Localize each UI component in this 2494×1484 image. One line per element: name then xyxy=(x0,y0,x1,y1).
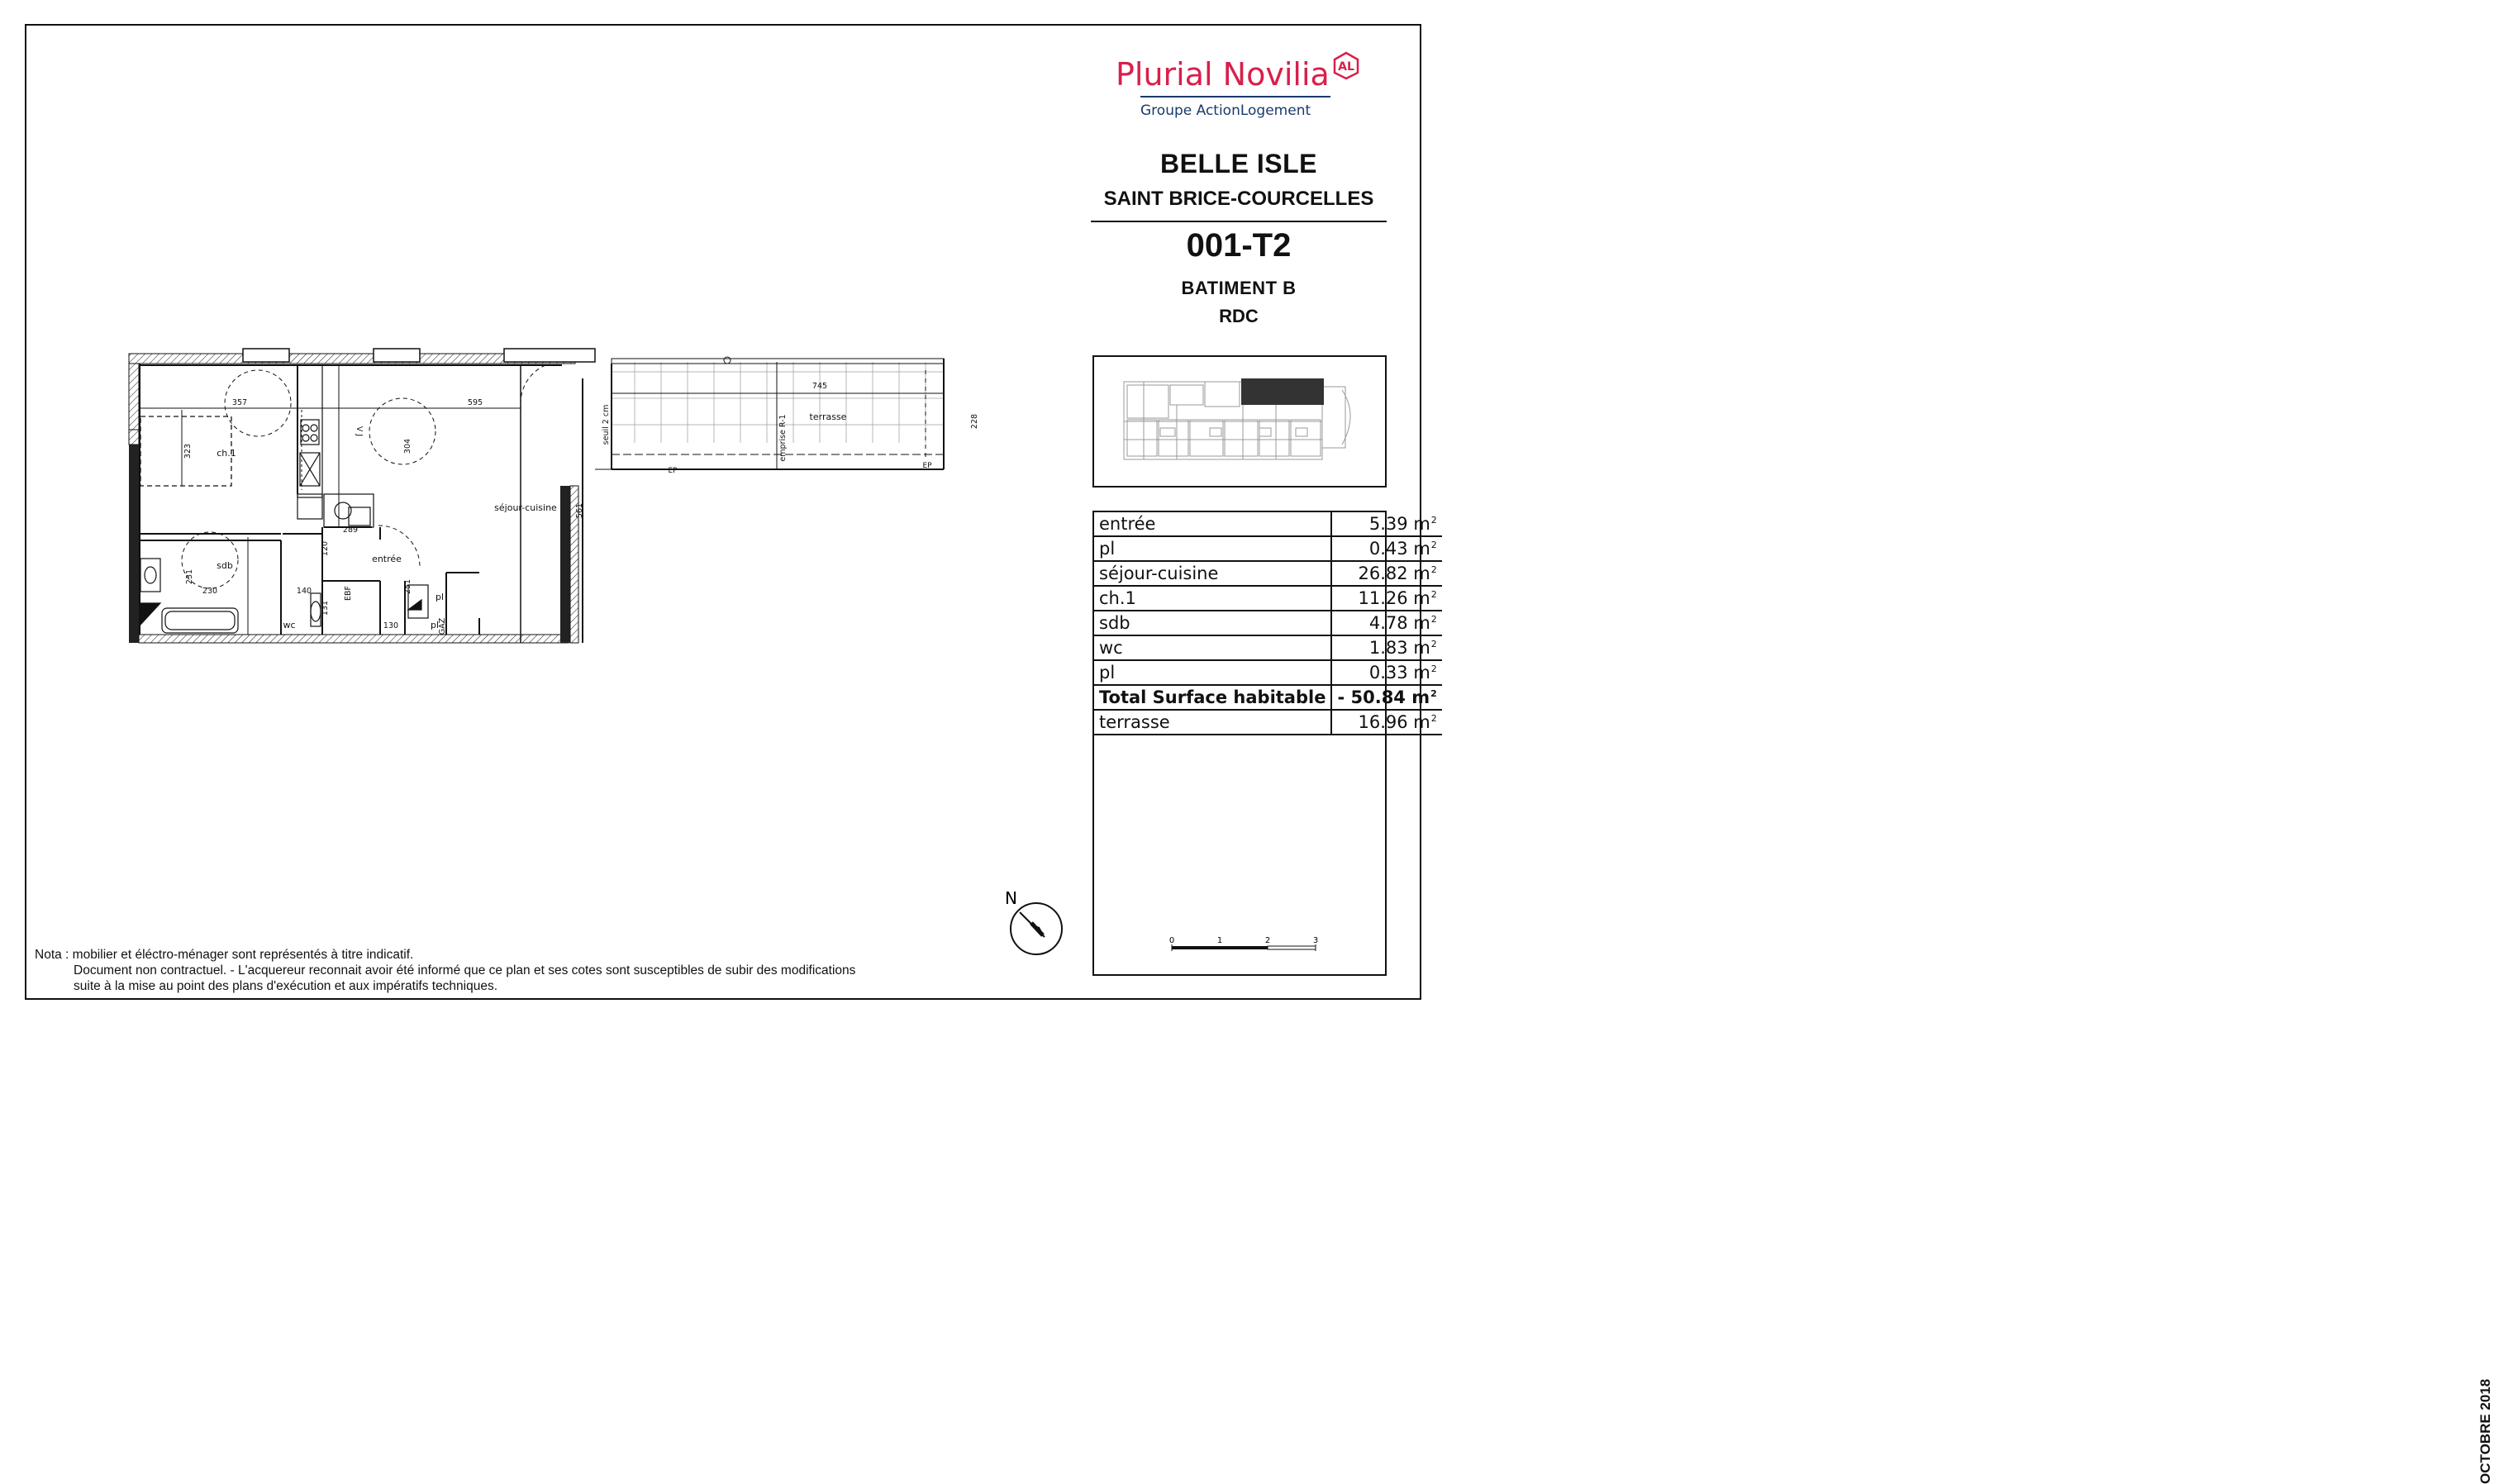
title-block xyxy=(1091,149,1387,327)
dim-228: 228 xyxy=(970,413,979,430)
area-room-value xyxy=(1331,561,1441,586)
area-value-text: 1.83 m xyxy=(1368,638,1430,658)
area-room-value xyxy=(1331,536,1441,561)
dim-140: 140 xyxy=(296,587,312,596)
gaz-label: GAZ xyxy=(438,617,447,635)
area-row xyxy=(1094,710,1442,735)
area-panel xyxy=(1092,511,2493,1484)
dim-289: 289 xyxy=(342,526,359,535)
area-unit-exponent: 2 xyxy=(1430,540,1437,550)
area-row xyxy=(1094,635,1442,660)
area-value-text: 4.78 m xyxy=(1368,613,1430,633)
room-ch1-label: ch.1 xyxy=(217,448,236,459)
area-value-text: 26.82 m xyxy=(1358,564,1430,583)
area-room-value xyxy=(1331,660,1441,685)
city-name: SAINT BRICE-COURCELLES xyxy=(1103,188,1374,210)
nota-line-3: suite à la mise au point des plans d'exécution et aux impératifs techniques. xyxy=(74,979,498,993)
room-sejour-label: séjour-cuisine xyxy=(494,502,557,513)
scale-tick-2: 2 xyxy=(1264,936,1271,945)
scale-tick-0: 0 xyxy=(1168,936,1175,945)
residence-name: BELLE ISLE xyxy=(1160,149,1317,178)
area-room-name: Total Surface habitable xyxy=(1094,685,1331,710)
title-divider xyxy=(1091,221,1387,222)
dim-595: 595 xyxy=(467,398,483,407)
area-room-value xyxy=(1331,586,1441,611)
area-row xyxy=(1094,561,1442,586)
brand-logo xyxy=(1116,51,1364,126)
area-room-name: pl xyxy=(1094,536,1331,561)
apartment-walls xyxy=(129,354,578,643)
ep-right-label: EP xyxy=(922,462,932,470)
dim-230: 230 xyxy=(202,587,218,596)
area-row xyxy=(1094,685,1442,710)
north-label: N xyxy=(1005,888,1017,908)
area-value-text: - 50.84 m xyxy=(1337,687,1430,707)
area-row xyxy=(1094,536,1442,561)
area-room-value xyxy=(1331,611,1441,635)
room-terrasse-label: terrasse xyxy=(809,411,847,422)
lot-number: 001-T2 xyxy=(1186,227,1292,264)
dim-323: 323 xyxy=(183,443,193,459)
north-arrow-icon xyxy=(997,886,1058,960)
area-room-name: pl xyxy=(1094,660,1331,685)
lot-highlight xyxy=(1241,378,1324,405)
area-room-name: entrée xyxy=(1094,512,1331,536)
area-unit-exponent: 2 xyxy=(1430,589,1437,600)
dim-231: 231 xyxy=(185,568,194,585)
scale-tick-1: 1 xyxy=(1216,936,1223,945)
area-room-name: ch.1 xyxy=(1094,586,1331,611)
dim-357: 357 xyxy=(231,398,248,407)
dim-304: 304 xyxy=(403,438,412,454)
room-pl1-label: pl xyxy=(435,592,445,602)
threshold-label: seuil 2 cm xyxy=(602,404,611,445)
area-room-value xyxy=(1331,635,1441,660)
ebf-label: EBF xyxy=(344,586,353,601)
area-unit-exponent: 2 xyxy=(1430,614,1437,625)
area-room-name: wc xyxy=(1094,635,1331,660)
area-value-text: 11.26 m xyxy=(1358,588,1430,608)
terrace xyxy=(595,357,944,469)
logo-divider xyxy=(1140,96,1330,98)
dimension-lines xyxy=(140,408,521,490)
room-wc-label: wc xyxy=(283,620,296,630)
brand-name: Plurial Novilia xyxy=(1116,56,1330,93)
disclaimer-note xyxy=(35,947,855,994)
area-unit-exponent: 2 xyxy=(1430,713,1437,724)
area-row xyxy=(1094,586,1442,611)
area-row xyxy=(1094,512,1442,536)
area-unit-exponent: 2 xyxy=(1430,664,1437,674)
badge-text: AL xyxy=(1338,60,1354,74)
area-unit-exponent: 2 xyxy=(1430,564,1437,575)
area-room-value xyxy=(1331,685,1441,710)
area-unit-exponent: 2 xyxy=(1430,688,1437,699)
dim-131: 131 xyxy=(321,600,330,616)
action-logement-badge-icon xyxy=(1332,51,1360,79)
scale-bar xyxy=(1167,932,1321,965)
room-sdb-label: sdb xyxy=(217,560,233,571)
area-unit-exponent: 2 xyxy=(1430,515,1437,526)
ep-left-label: EP xyxy=(668,467,678,475)
dim-745: 745 xyxy=(812,382,828,391)
emprise-label: emprise R-1 xyxy=(778,414,788,462)
key-plan xyxy=(1092,355,1387,488)
dim-251: 251 xyxy=(403,578,412,595)
area-value-text: 0.33 m xyxy=(1368,663,1430,683)
nota-line-1: Nota : mobilier et éléctro-ménager sont représentés à titre indicatif. xyxy=(35,948,414,962)
dim-120: 120 xyxy=(321,540,330,557)
area-room-name: sdb xyxy=(1094,611,1331,635)
kitchen-counter xyxy=(297,365,374,527)
nota-line-2: Document non contractuel. - L'acquereur reconnait avoir été informé que ce plan et ses cotes sont susceptibles de subir des modifications xyxy=(74,963,856,977)
area-row xyxy=(1094,611,1442,635)
dim-561: 561 xyxy=(575,502,584,519)
scale-tick-3: 3 xyxy=(1312,936,1319,945)
building-name: BATIMENT B xyxy=(1181,278,1297,298)
area-room-value xyxy=(1331,512,1441,536)
area-room-value xyxy=(1331,710,1441,735)
area-unit-exponent: 2 xyxy=(1430,639,1437,649)
plan-date: OCTOBRE 2018 xyxy=(2477,1378,2493,1484)
key-plan-drawing xyxy=(1094,357,1385,486)
area-room-name: séjour-cuisine xyxy=(1094,561,1331,586)
area-value-text: 0.43 m xyxy=(1368,539,1430,559)
area-room-name: terrasse xyxy=(1094,710,1331,735)
floor-plan xyxy=(132,345,1025,668)
room-pl2-label: pl xyxy=(430,620,440,630)
vj-label: V J xyxy=(355,426,364,437)
level-name: RDC xyxy=(1219,306,1259,326)
area-value-text: 5.39 m xyxy=(1368,514,1430,534)
dim-130: 130 xyxy=(383,621,399,630)
area-row xyxy=(1094,660,1442,685)
area-value-text: 16.96 m xyxy=(1358,712,1430,732)
room-entree-label: entrée xyxy=(372,554,402,564)
group-name: Groupe ActionLogement xyxy=(1140,102,1311,119)
area-table xyxy=(1094,512,1442,735)
